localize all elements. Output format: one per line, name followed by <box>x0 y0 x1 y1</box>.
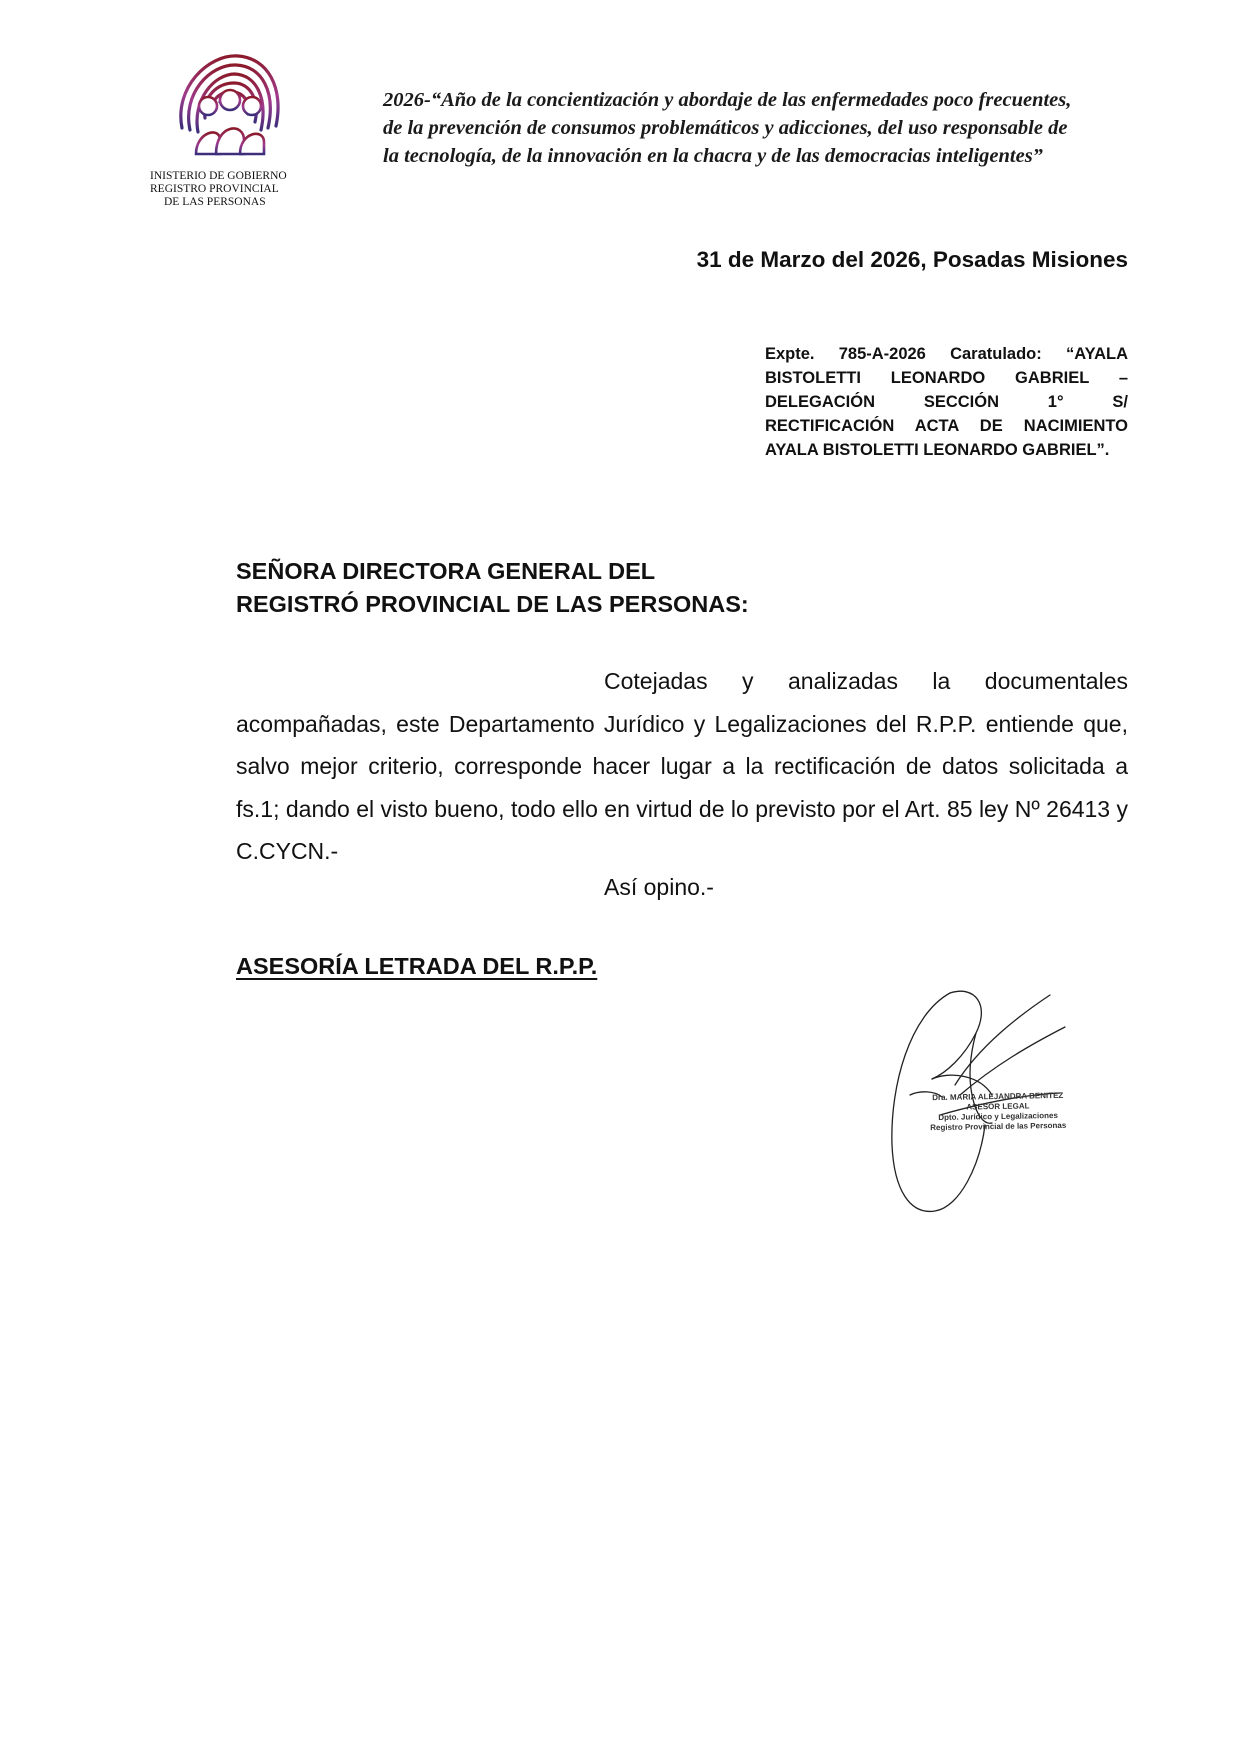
signature-office-title: ASESORÍA LETRADA DEL R.P.P. <box>236 953 598 979</box>
institution-line-1: INISTERIO DE GOBIERNO <box>150 170 287 182</box>
motto-line-1: 2026-“Año de la concientización y abordaje de las enfermedades poco frecuentes, <box>383 89 1072 111</box>
motto-line-2: de la prevención de consumos problemáticos y adicciones, del uso responsable de <box>383 117 1068 139</box>
date-place: 31 de Marzo del 2026, Posadas Misiones <box>696 247 1128 272</box>
opinion-body <box>236 660 1128 873</box>
stamp-line-4: Registro Provincial de las Personas <box>930 1120 1067 1133</box>
recipient <box>236 555 749 621</box>
motto-line-3: la tecnología, de la innovación en la chacra y de las democracias inteligentes” <box>383 145 1043 167</box>
institution-logo-block <box>148 48 318 209</box>
recipient-line-2: REGISTRÓ PROVINCIAL DE LAS PERSONAS: <box>236 591 749 617</box>
institution-name <box>148 170 318 209</box>
recipient-line-1: SEÑORA DIRECTORA GENERAL DEL <box>236 558 656 584</box>
institution-line-3: DE LAS PERSONAS <box>164 196 266 208</box>
stamp-line-3: Dpto. Jurídico y Legalizaciones <box>938 1110 1058 1123</box>
fingerprint-people-logo-icon <box>168 48 286 160</box>
stamp-line-2: ASESOR LEGAL <box>966 1101 1030 1112</box>
legal-stamp <box>928 1091 1069 1133</box>
case-reference: Expte. 785-A-2026 Caratulado: “AYALA BISTOLETTI LEONARDO GABRIEL – DELEGACIÓN SECCIÓN 1° S/ RECTIFICACIÓN ACTA DE NACIMIENTO AYALA BISTOLETTI LEONARDO GABRIEL”. <box>765 345 1128 459</box>
institution-line-2: REGISTRO PROVINCIAL <box>150 183 279 195</box>
year-motto <box>383 86 1158 170</box>
opinion-body-text: Cotejadas y analizadas la documentales acompañadas, este Departamento Jurídico y Legalizaciones del R.P.P. entiende que, salvo mejor criterio, corresponde hacer lugar a la rectificación de datos solicitada a fs.1; dando el visto bueno, todo ello en virtud de lo previsto por el Art. 85 ley Nº 26413 y C.CYCN.- <box>236 668 1128 864</box>
stamp-line-1: Dra. MARIA ALEJANDRA BENITEZ <box>932 1090 1064 1103</box>
closing-phrase: Así opino.- <box>604 874 714 900</box>
